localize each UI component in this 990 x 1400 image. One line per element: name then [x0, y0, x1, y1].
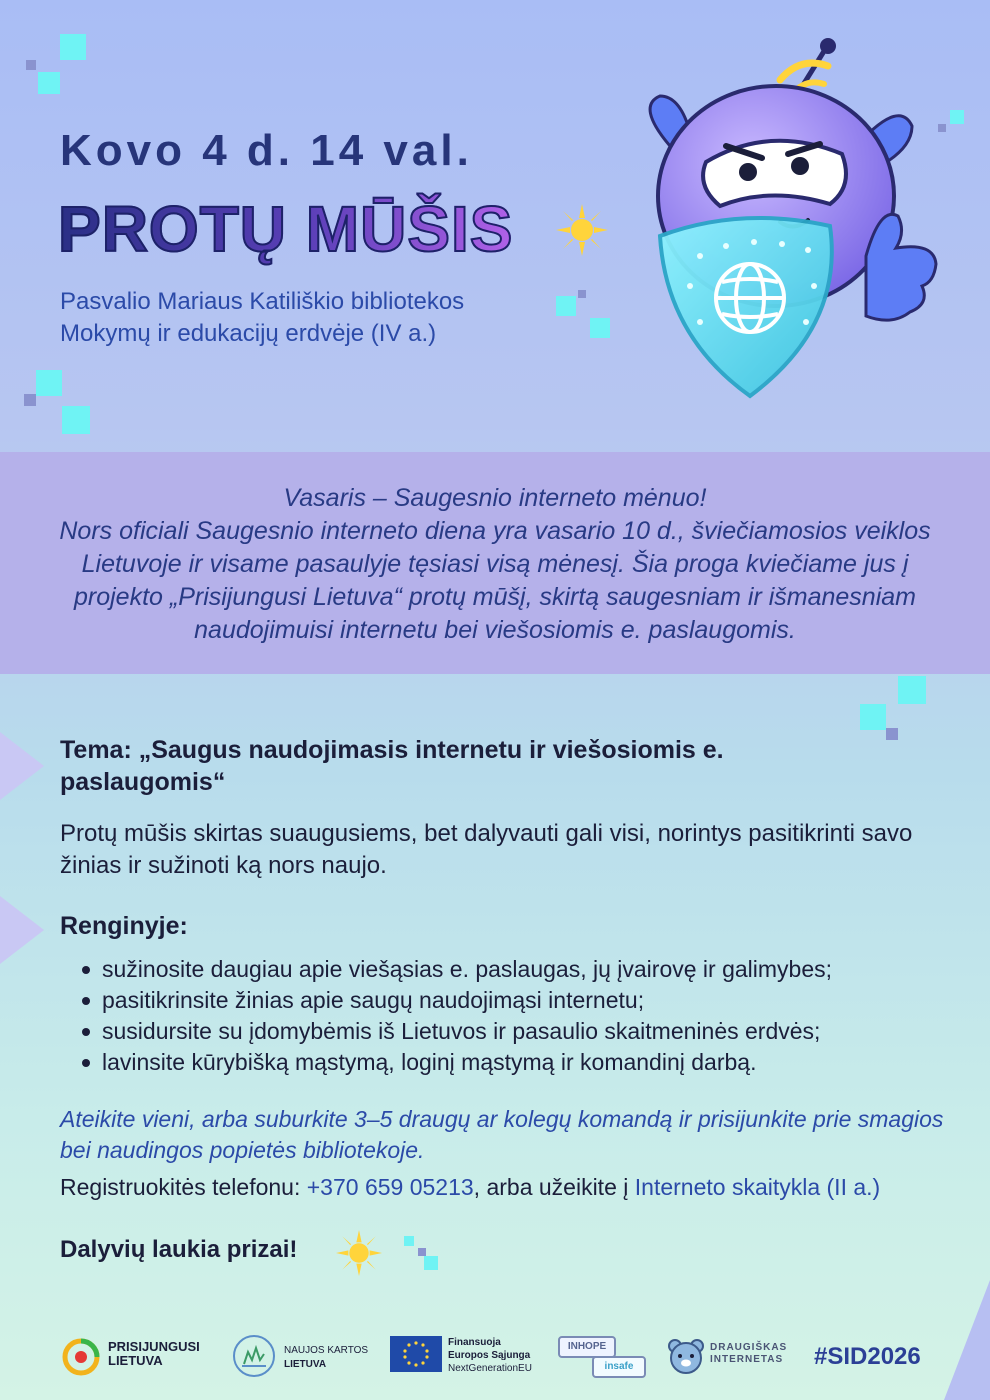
pixel-deco — [556, 296, 576, 316]
eu-flag-icon — [390, 1336, 442, 1372]
pixel-deco — [424, 1256, 438, 1270]
events-list — [80, 954, 960, 1078]
pixel-deco — [60, 34, 86, 60]
page-title: PROTŲ MŪŠIS — [58, 193, 514, 265]
triangle-deco — [0, 896, 44, 964]
pixel-deco — [36, 370, 62, 396]
logo-text: Europos Sąjunga — [448, 1350, 531, 1361]
bear-icon — [666, 1336, 706, 1376]
reg-middle: , arba užeikite į — [473, 1174, 635, 1200]
logo-text: LIETUVA — [108, 1353, 163, 1368]
pixel-deco — [950, 110, 964, 124]
naujos-kartos-logo-icon — [232, 1334, 276, 1378]
events-heading: Renginyje: — [60, 912, 188, 940]
pixel-deco — [418, 1248, 426, 1256]
prize-text: Dalyvių laukia prizai! — [60, 1236, 298, 1263]
logo-eu — [390, 1336, 550, 1380]
pixel-deco — [38, 72, 60, 94]
event-date: Kovo 4 d. 14 val. — [60, 126, 473, 175]
pixel-deco — [898, 676, 926, 704]
pixel-deco — [590, 318, 610, 338]
phone-link[interactable]: +370 659 05213 — [306, 1174, 474, 1200]
logo-text: NAUJOS KARTOS — [284, 1345, 369, 1356]
logo-text: DRAUGIŠKAS — [710, 1342, 788, 1353]
corner-deco — [944, 1280, 990, 1400]
hashtag: #SID2026 — [814, 1343, 921, 1370]
logo-text: INTERNETAS — [710, 1354, 784, 1365]
logo-text: LIETUVA — [284, 1359, 327, 1370]
intro-text: Protų mūšis skirtas suaugusiems, bet dalyvauti gali visi, norintys pasitikrinti savo žinias ir sužinoti ką nors naujo. — [60, 820, 913, 879]
logo-text: PRISIJUNGUSI — [108, 1339, 200, 1354]
logo-text: Finansuoja — [448, 1337, 501, 1348]
logo-naujos-kartos — [232, 1332, 382, 1380]
prisijungusi-logo-icon — [62, 1338, 100, 1376]
pixel-deco — [24, 394, 36, 406]
band-paragraph: Nors oficiali Saugesnio interneto diena yra vasario 10 d., šviečiamosios veiklos Lietuvoje ir visame pasaulyje tęsiasi visą mėnesį. Šia proga kviečiame jus į projekto „Prisijungusi Lietuva“ protų mūšį, skirtą saugesniam ir išmanesniam naudojimuisi internetu bei viešosiomis e. paslaugomis. — [59, 517, 931, 644]
pixel-deco — [886, 728, 898, 740]
list-item: sužinosite daugiau apie viešąsias e. paslaugas, jų įvairovę ir galimybes; — [80, 954, 960, 985]
place-link[interactable]: Interneto skaitykla (II a.) — [634, 1174, 881, 1200]
logo-text: INHOPE — [567, 1341, 607, 1352]
invite-text: Ateikite vieni, arba suburkite 3–5 draugų ar kolegų komandą ir prisijunkite prie smagios bei naudingos popietės bibliotekoje. — [60, 1106, 944, 1163]
theme-heading: Tema: „Saugus naudojimasis internetu ir viešosiomis e. paslaugomis“ — [60, 736, 724, 796]
pixel-deco — [62, 406, 90, 434]
list-item: lavinsite kūrybišką mąstymą, loginį mąstymą ir komandinį darbą. — [80, 1047, 960, 1078]
sun-icon — [336, 1230, 382, 1276]
logo-text: NextGenerationEU — [448, 1363, 532, 1374]
intro-band-text — [40, 482, 950, 647]
band-heading: Vasaris – Saugesnio interneto mėnuo! — [283, 484, 707, 512]
triangle-deco — [0, 732, 44, 800]
logo-text: insafe — [604, 1361, 634, 1372]
pixel-deco — [578, 290, 586, 298]
sun-icon — [556, 204, 608, 256]
logo-draugiskas-internetas — [666, 1334, 802, 1378]
robot-mascot — [630, 36, 946, 416]
pixel-deco — [404, 1236, 414, 1246]
list-item: pasitikrinsite žinias apie saugų naudojimąsi internetu; — [80, 985, 960, 1016]
pixel-deco — [860, 704, 886, 730]
logo-prisijungusi-lietuva — [62, 1334, 222, 1378]
insafe-logo — [592, 1356, 646, 1378]
inhope-logo — [558, 1336, 616, 1358]
reg-prefix: Registruokitės telefonu: — [60, 1174, 307, 1200]
venue — [60, 286, 464, 350]
logo-inhope-insafe — [558, 1336, 648, 1378]
registration-line — [60, 1174, 960, 1201]
venue-line: Mokymų ir edukacijų erdvėje (IV a.) — [60, 320, 437, 347]
venue-line: Pasvalio Mariaus Katiliškio bibliotekos — [60, 288, 465, 315]
list-item: susidursite su įdomybėmis iš Lietuvos ir pasaulio skaitmeninės erdvės; — [80, 1016, 960, 1047]
pixel-deco — [26, 60, 36, 70]
